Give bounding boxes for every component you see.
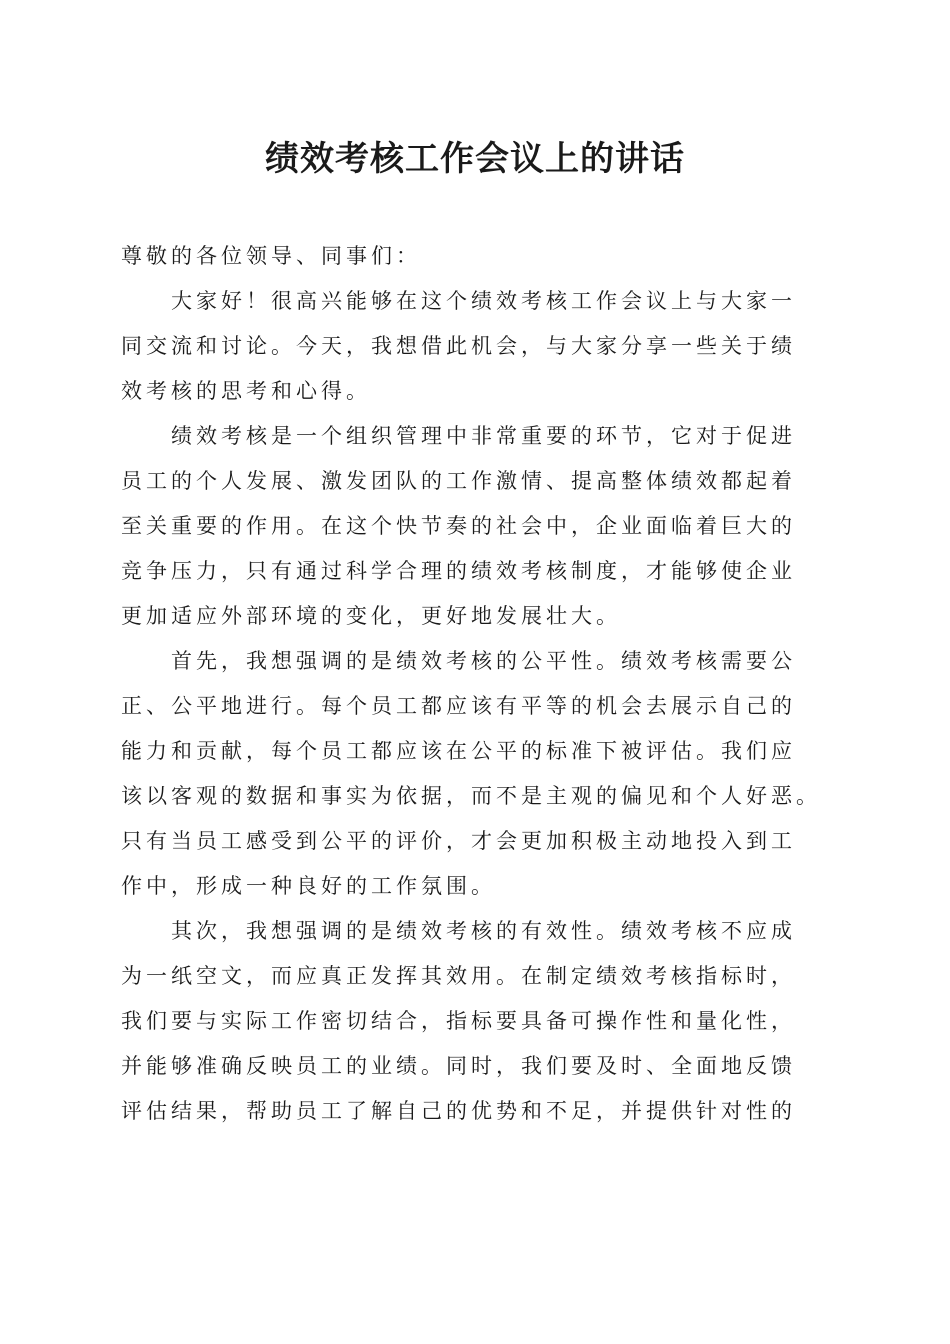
salutation: 尊敬的各位领导、同事们： [121,244,421,268]
text-line: 只有当员工感受到公平的评价，才会更加积极主动地投入到工 [121,829,796,853]
paragraph-effectiveness [121,909,837,1134]
text-line: 至关重要的作用。在这个快节奏的社会中，企业面临着巨大的 [121,514,796,538]
text-line: 同交流和讨论。今天，我想借此机会，与大家分享一些关于绩 [121,334,796,358]
text-line: 正、公平地进行。每个员工都应该有平等的机会去展示自己的 [121,694,796,718]
paragraph-fairness [121,639,837,909]
text-line: 作中，形成一种良好的工作氛围。 [121,874,496,898]
text-line: 首先，我想强调的是绩效考核的公平性。绩效考核需要公 [171,649,796,673]
text-line: 绩效考核是一个组织管理中非常重要的环节，它对于促进 [171,424,796,448]
text-line: 为一纸空文，而应真正发挥其效用。在制定绩效考核指标时， [121,964,796,988]
text-line: 其次，我想强调的是绩效考核的有效性。绩效考核不应成 [171,919,796,943]
text-line: 评估结果，帮助员工了解自己的优势和不足，并提供针对性的 [121,1099,796,1123]
text-line: 并能够准确反映员工的业绩。同时，我们要及时、全面地反馈 [121,1054,796,1078]
text-line: 更加适应外部环境的变化，更好地发展壮大。 [121,604,621,628]
text-line: 我们要与实际工作密切结合，指标要具备可操作性和量化性， [121,1009,796,1033]
page-title: 绩效考核工作会议上的讲话 [265,139,685,179]
text-line: 大家好！很高兴能够在这个绩效考核工作会议上与大家一 [171,289,796,313]
text-line: 效考核的思考和心得。 [121,379,371,403]
paragraph-importance [121,414,837,639]
document-body [121,234,837,1134]
paragraph-greeting [121,279,837,414]
text-line: 该以客观的数据和事实为依据，而不是主观的偏见和个人好恶。 [121,784,821,808]
text-line: 竞争压力，只有通过科学合理的绩效考核制度，才能够使企业 [121,559,796,583]
text-line: 能力和贡献，每个员工都应该在公平的标准下被评估。我们应 [121,739,796,763]
text-line: 员工的个人发展、激发团队的工作激情、提高整体绩效都起着 [121,469,796,493]
